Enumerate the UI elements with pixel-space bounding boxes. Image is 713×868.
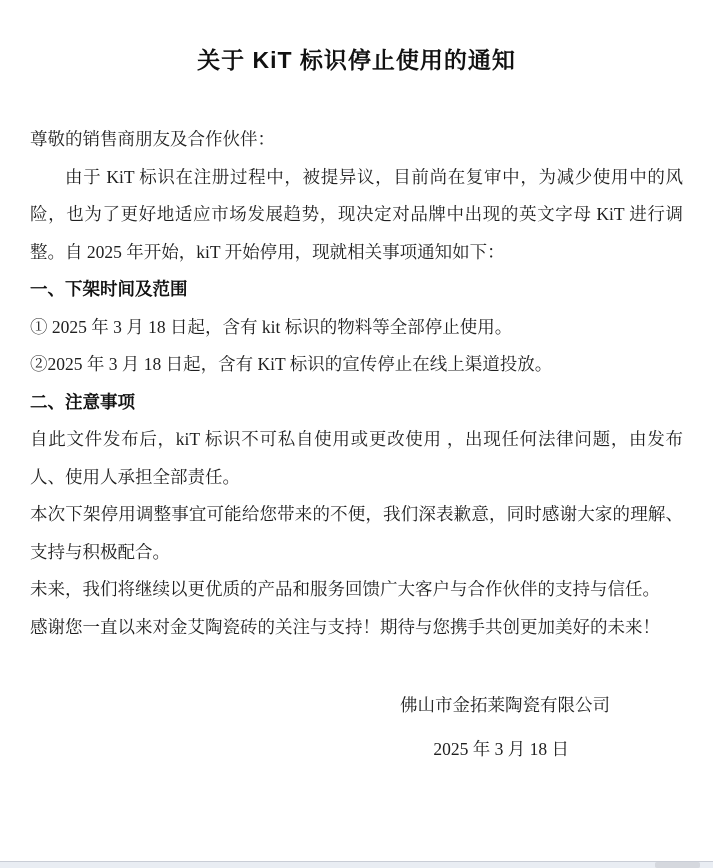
section1-heading: 一、下架时间及范围 <box>30 279 188 299</box>
signature-date: 2025 年 3 月 18 日 <box>433 739 569 759</box>
bottom-ui-strip <box>0 861 713 868</box>
section2-paragraph-4: 感谢您一直以来对金艾陶瓷砖的关注与支持！期待与您携手共创更加美好的未来！ <box>30 616 660 637</box>
bottom-ui-strip-smudge <box>655 862 700 868</box>
signature-company: 佛山市金拓莱陶瓷有限公司 <box>400 695 610 715</box>
intro-paragraph: 由于 KiT 标识在注册过程中，被提异议，目前尚在复审中，为减少使用中的风险，也为了更好地适应市场发展趋势，现决定对品牌中出现的英文字母 KiT 进行调整。自 2025 年开始，kiT 开始停用，现就相关事项通知如下： <box>30 166 683 262</box>
section2-paragraph-3: 未来，我们将继续以更优质的产品和服务回馈广大客户与合作伙伴的支持与信任。 <box>30 579 660 599</box>
section1-item-1: ① 2025 年 3 月 18 日起，含有 kit 标识的物料等全部停止使用。 <box>30 316 513 337</box>
section2-heading: 二、注意事项 <box>30 391 135 412</box>
salutation: 尊敬的销售商朋友及合作伙伴： <box>30 129 275 149</box>
section1-item-2: ②2025 年 3 月 18 日起，含有 KiT 标识的宣传停止在线上渠道投放。 <box>30 354 553 374</box>
section2-paragraph-1: 自此文件发布后，kiT 标识不可私自使用或更改使用 ，出现任何法律问题，由发布人、使用人承担全部责任。 <box>30 429 683 487</box>
document-title: 关于 KiT 标识停止使用的通知 <box>197 47 516 73</box>
signature-block <box>30 686 683 768</box>
section2-paragraph-2: 本次下架停用调整事宜可能给您带来的不便，我们深表歉意，同时感谢大家的理解、支持与积极配合。 <box>30 504 683 562</box>
